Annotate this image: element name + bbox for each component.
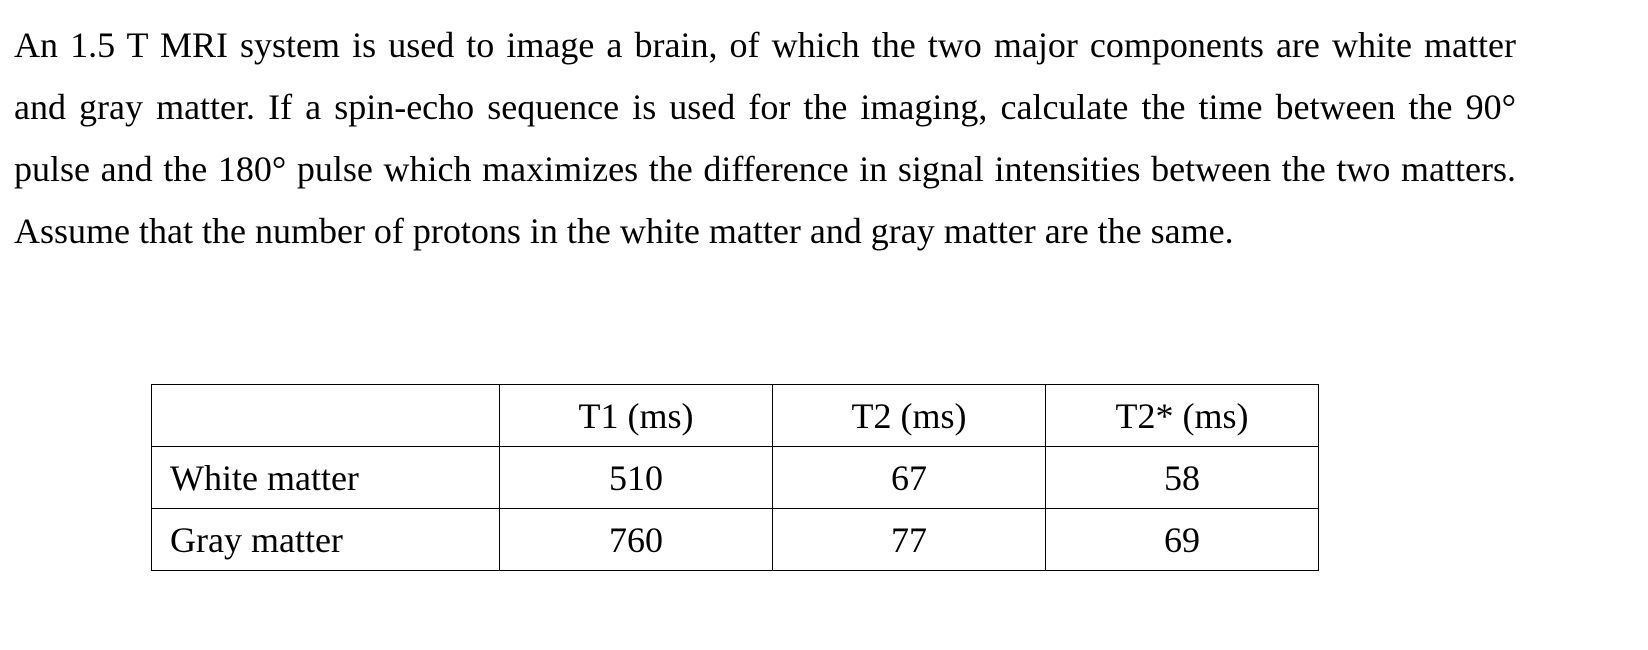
table-cell: 69 bbox=[1046, 509, 1319, 571]
table-cell: 67 bbox=[773, 447, 1046, 509]
table-cell: 77 bbox=[773, 509, 1046, 571]
table-header-row bbox=[152, 385, 1319, 447]
problem-statement: An 1.5 T MRI system is used to image a brain, of which the two major components are white matter and gray matter. If a spin-echo sequence is used for the imaging, calculate the time between the 90° pulse and the 180° pulse which maximizes the difference in signal intensities between the two matters. Assume that the number of protons in the white matter and gray matter are the same. bbox=[14, 25, 1516, 251]
table-cell: 58 bbox=[1046, 447, 1319, 509]
table-header-cell: T2 (ms) bbox=[773, 385, 1046, 447]
row-label: Gray matter bbox=[152, 509, 500, 571]
relaxation-times-table bbox=[151, 384, 1319, 571]
table-cell: 510 bbox=[500, 447, 773, 509]
row-label: White matter bbox=[152, 447, 500, 509]
table-header-cell bbox=[152, 385, 500, 447]
table-row bbox=[152, 509, 1319, 571]
table-header-cell: T2* (ms) bbox=[1046, 385, 1319, 447]
table-header-cell: T1 (ms) bbox=[500, 385, 773, 447]
table-cell: 760 bbox=[500, 509, 773, 571]
table-row bbox=[152, 447, 1319, 509]
